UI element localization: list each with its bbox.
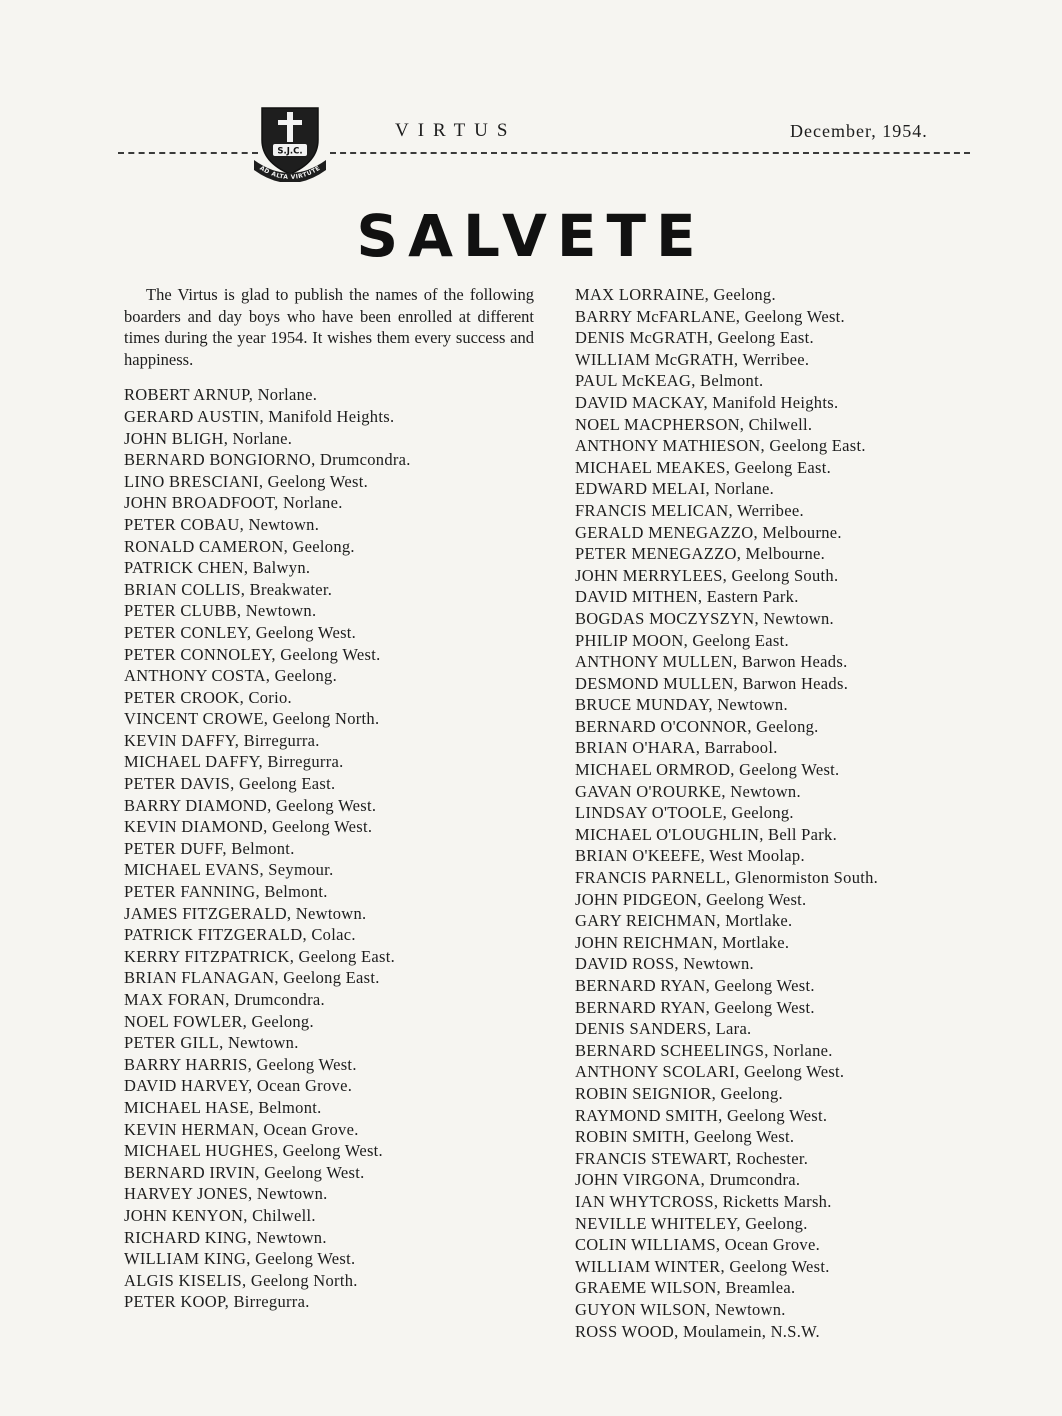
name-entry: PATRICK CHEN, Balwyn.	[124, 558, 311, 578]
name-entry: KEVIN HERMAN, Ocean Grove.	[124, 1119, 359, 1139]
name-entry: RAYMOND SMITH, Geelong West.	[575, 1105, 828, 1125]
name-entry: PETER DUFF, Belmont.	[124, 838, 295, 858]
name-entry: PHILIP MOON, Geelong East.	[575, 630, 789, 650]
name-entry: WILLIAM McGRATH, Werribee.	[575, 349, 810, 369]
page-title: SALVETE	[356, 202, 706, 270]
name-entry: GARY REICHMAN, Mortlake.	[575, 911, 793, 931]
name-entry: ROBIN SEIGNIOR, Geelong.	[575, 1083, 783, 1103]
name-entry: PATRICK FITZGERALD, Colac.	[124, 925, 356, 945]
name-entry: HARVEY JONES, Newtown.	[124, 1184, 328, 1204]
name-entry: GRAEME WILSON, Breamlea.	[575, 1278, 796, 1298]
name-entry: IAN WHYTCROSS, Ricketts Marsh.	[575, 1191, 832, 1211]
name-entry: PETER CONLEY, Geelong West.	[124, 622, 357, 642]
name-entry: BERNARD RYAN, Geelong West.	[575, 976, 815, 995]
name-entry: DAVID MACKAY, Manifold Heights.	[575, 392, 839, 412]
name-entry: RONALD CAMERON, Geelong.	[124, 536, 355, 556]
name-entry: MICHAEL HASE, Belmont.	[124, 1097, 322, 1117]
name-entry: PETER DAVIS, Geelong East.	[124, 774, 336, 794]
name-entry: FRANCIS STEWART, Rochester.	[575, 1148, 809, 1168]
name-entry: KEVIN DIAMOND, Geelong West.	[124, 817, 373, 837]
issue-date: December, 1954.	[790, 121, 928, 141]
name-entry: BRIAN FLANAGAN, Geelong East.	[124, 968, 380, 988]
name-entry: DESMOND MULLEN, Barwon Heads.	[575, 673, 849, 693]
name-entry: EDWARD MELAI, Norlane.	[575, 479, 775, 499]
name-entry: NEVILLE WHITELEY, Geelong.	[575, 1213, 808, 1233]
name-entry: JOHN MERRYLEES, Geelong South.	[575, 565, 839, 585]
name-entry: KERRY FITZPATRICK, Geelong East.	[124, 946, 396, 966]
name-entry: MICHAEL MEAKES, Geelong East.	[575, 457, 832, 477]
name-entry: LINDSAY O'TOOLE, Geelong.	[575, 803, 794, 823]
name-entry: DENIS McGRATH, Geelong East.	[575, 328, 814, 348]
name-entry: PAUL McKEAG, Belmont.	[575, 371, 764, 391]
publication-title: VIRTUS	[395, 120, 517, 141]
name-entry: DAVID MITHEN, Eastern Park.	[575, 587, 799, 607]
name-entry: DAVID ROSS, Newtown.	[575, 954, 754, 974]
name-entry: JAMES FITZGERALD, Newtown.	[124, 903, 367, 923]
intro-paragraph: The Virtus is glad to publish the names of the following boarders and day boys who have been enrolled at different times during the year 1954. It wishes them every success and happiness.	[124, 285, 534, 369]
name-entry: ANTHONY MULLEN, Barwon Heads.	[575, 652, 848, 672]
name-entry: MICHAEL HUGHES, Geelong West.	[124, 1141, 383, 1161]
name-entry: PETER CONNOLEY, Geelong West.	[124, 644, 381, 664]
name-entry: MICHAEL O'LOUGHLIN, Bell Park.	[575, 824, 838, 844]
name-entry: FRANCIS PARNELL, Glenormiston South.	[575, 868, 879, 888]
name-entry: KEVIN DAFFY, Birregurra.	[124, 730, 320, 750]
name-entry: GERALD MENEGAZZO, Melbourne.	[575, 522, 842, 542]
name-entry: NOEL FOWLER, Geelong.	[124, 1011, 314, 1031]
name-entry: JOHN BLIGH, Norlane.	[124, 428, 293, 448]
header-rule-right	[330, 152, 970, 157]
name-entry: MICHAEL EVANS, Seymour.	[124, 860, 334, 880]
name-entry: NOEL MACPHERSON, Chilwell.	[575, 414, 813, 434]
left-column	[124, 284, 534, 1313]
name-entry: GERARD AUSTIN, Manifold Heights.	[124, 406, 395, 426]
crest-ribbon-text: AD ALTA VIRTUTE	[258, 164, 322, 182]
name-entry: ROBERT ARNUP, Norlane.	[124, 385, 318, 405]
name-entry: BERNARD IRVIN, Geelong West.	[124, 1162, 365, 1182]
school-crest-icon	[252, 100, 328, 182]
name-entry: MAX FORAN, Drumcondra.	[124, 990, 325, 1009]
name-entry: JOHN VIRGONA, Drumcondra.	[575, 1170, 801, 1190]
name-entry: VINCENT CROWE, Geelong North.	[124, 709, 380, 729]
name-entry: RICHARD KING, Newtown.	[124, 1227, 327, 1247]
name-entry: DENIS SANDERS, Lara.	[575, 1019, 752, 1039]
name-entry: COLIN WILLIAMS, Ocean Grove.	[575, 1235, 820, 1255]
header-rule-left	[118, 152, 258, 157]
name-entry: DAVID HARVEY, Ocean Grove.	[124, 1076, 353, 1096]
name-entry: MICHAEL DAFFY, Birregurra.	[124, 752, 344, 772]
crest-shield-text: S.J.C.	[277, 146, 303, 157]
name-entry: ROSS WOOD, Moulamein, N.S.W.	[575, 1321, 820, 1341]
page-header	[0, 0, 1062, 200]
name-entry: GAVAN O'ROURKE, Newtown.	[575, 781, 801, 801]
name-entry: JOHN PIDGEON, Geelong West.	[575, 889, 807, 909]
name-entry: BRIAN COLLIS, Breakwater.	[124, 579, 333, 599]
name-entry: PETER COBAU, Newtown.	[124, 514, 320, 534]
name-entry: ANTHONY SCOLARI, Geelong West.	[575, 1062, 845, 1082]
name-entry: MICHAEL ORMROD, Geelong West.	[575, 760, 840, 780]
name-entry: ANTHONY MATHIESON, Geelong East.	[575, 436, 866, 456]
right-column	[575, 284, 995, 1342]
name-entry: BERNARD RYAN, Geelong West.	[575, 997, 815, 1017]
name-entry: BERNARD BONGIORNO, Drumcondra.	[124, 450, 411, 470]
name-entry: JOHN REICHMAN, Mortlake.	[575, 932, 790, 952]
name-entry: PETER FANNING, Belmont.	[124, 882, 328, 902]
name-entry: BARRY DIAMOND, Geelong West.	[124, 795, 377, 815]
name-entry: BERNARD SCHEELINGS, Norlane.	[575, 1040, 833, 1060]
name-entry: JOHN BROADFOOT, Norlane.	[124, 493, 343, 513]
name-entry: ALGIS KISELIS, Geelong North.	[124, 1270, 358, 1290]
name-entry: WILLIAM WINTER, Geelong West.	[575, 1256, 830, 1276]
name-entry: BRIAN O'KEEFE, West Moolap.	[575, 846, 805, 866]
name-entry: JOHN KENYON, Chilwell.	[124, 1205, 316, 1225]
name-entry: PETER MENEGAZZO, Melbourne.	[575, 544, 826, 564]
name-entry: BARRY McFARLANE, Geelong West.	[575, 306, 845, 326]
name-entry: BARRY HARRIS, Geelong West.	[124, 1054, 357, 1074]
name-entry: MAX LORRAINE, Geelong.	[575, 285, 776, 304]
name-entry: PETER CROOK, Corio.	[124, 687, 292, 707]
name-entry: PETER CLUBB, Newtown.	[124, 601, 317, 621]
name-entry: GUYON WILSON, Newtown.	[575, 1299, 786, 1319]
name-entry: FRANCIS MELICAN, Werribee.	[575, 500, 804, 520]
name-entry: ANTHONY COSTA, Geelong.	[124, 666, 338, 686]
name-entry: LINO BRESCIANI, Geelong West.	[124, 471, 369, 491]
name-entry: BOGDAS MOCZYSZYN, Newtown.	[575, 608, 834, 628]
names-list-left	[124, 384, 534, 1313]
name-entry: BRUCE MUNDAY, Newtown.	[575, 695, 788, 715]
name-entry: WILLIAM KING, Geelong West.	[124, 1249, 356, 1269]
name-entry: PETER GILL, Newtown.	[124, 1033, 299, 1053]
name-entry: BRIAN O'HARA, Barrabool.	[575, 738, 778, 758]
name-entry: BERNARD O'CONNOR, Geelong.	[575, 716, 819, 736]
names-list-right	[575, 284, 995, 1342]
name-entry: ROBIN SMITH, Geelong West.	[575, 1127, 795, 1147]
name-entry: PETER KOOP, Birregurra.	[124, 1292, 310, 1312]
